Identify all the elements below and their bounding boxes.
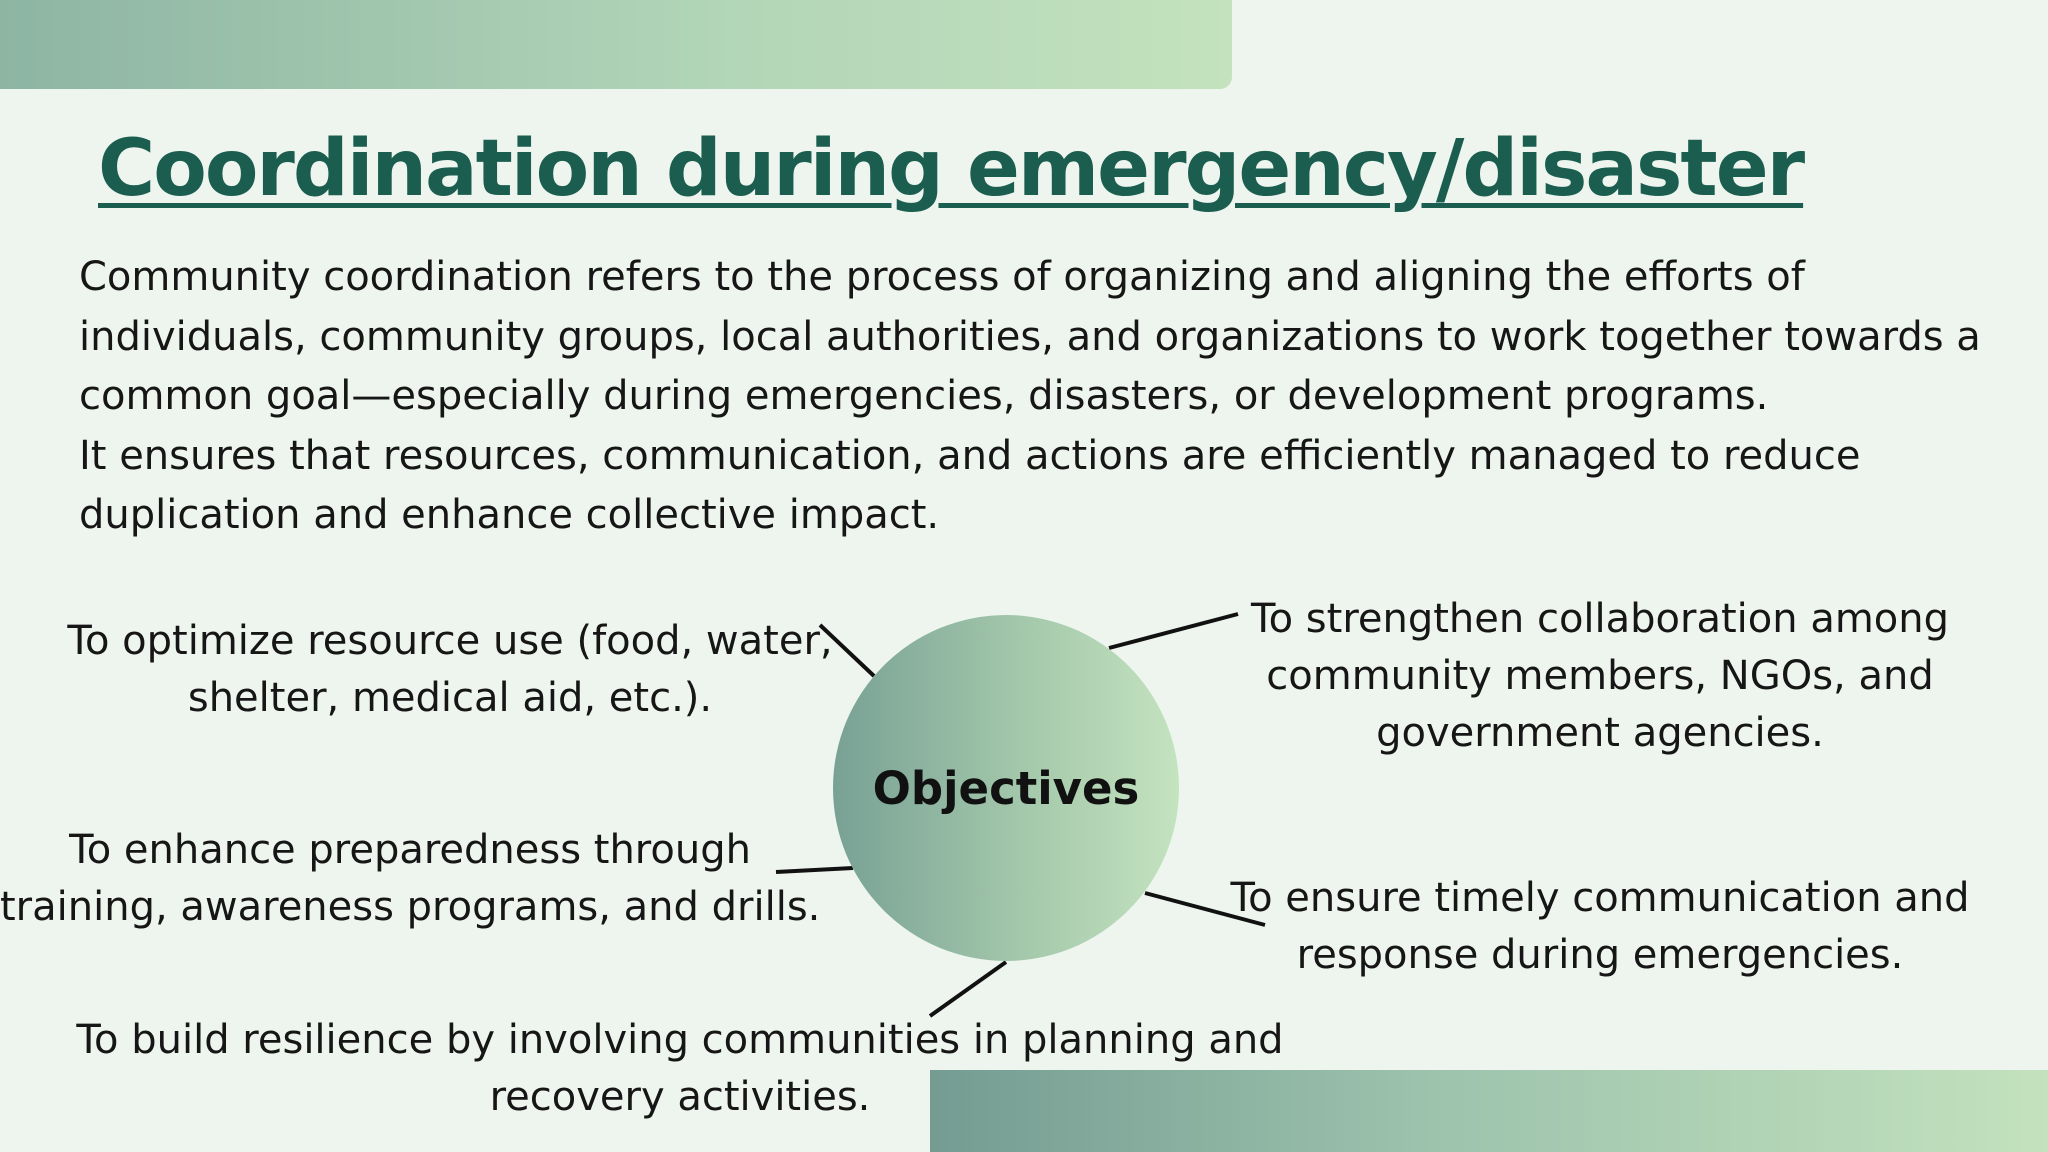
- objective-line: To ensure timely communication and: [1230, 875, 1970, 921]
- objective-line: community members, NGOs, and: [1266, 653, 1934, 699]
- intro-paragraph-purpose: It ensures that resources, communication, and actions are efficiently managed to reduce duplication and enhance collective impact.: [79, 432, 1861, 538]
- objective-resource-use: [40, 613, 860, 727]
- objective-resilience: [70, 1012, 1290, 1126]
- connector-resilience: [930, 962, 1006, 1016]
- objective-line: To build resilience by involving communities in planning and: [76, 1017, 1284, 1063]
- objective-line: To strengthen collaboration among: [1250, 596, 1950, 642]
- intro-paragraph-definition: Community coordination refers to the process of organizing and aligning the efforts of individuals, community groups, local authorities, and organizations to work together towards a common goal—especially during emergencies, disasters, or development programs.: [79, 254, 1981, 419]
- objective-collaboration: [1200, 591, 2000, 762]
- objective-line: recovery activities.: [489, 1074, 871, 1120]
- objective-communication: [1200, 870, 2000, 984]
- objective-line: response during emergencies.: [1296, 932, 1904, 978]
- hub-label: Objectives: [872, 761, 1140, 815]
- objective-line: To optimize resource use (food, water,: [67, 618, 833, 664]
- objective-line: shelter, medical aid, etc.).: [187, 675, 713, 721]
- slide-title: Coordination during emergency/disaster: [98, 124, 1804, 214]
- objective-line: To enhance preparedness through: [69, 827, 751, 873]
- objective-line: training, awareness programs, and drills.: [0, 884, 821, 930]
- objective-line: government agencies.: [1376, 710, 1824, 756]
- objective-preparedness: [0, 822, 820, 936]
- objectives-hub: [833, 615, 1179, 961]
